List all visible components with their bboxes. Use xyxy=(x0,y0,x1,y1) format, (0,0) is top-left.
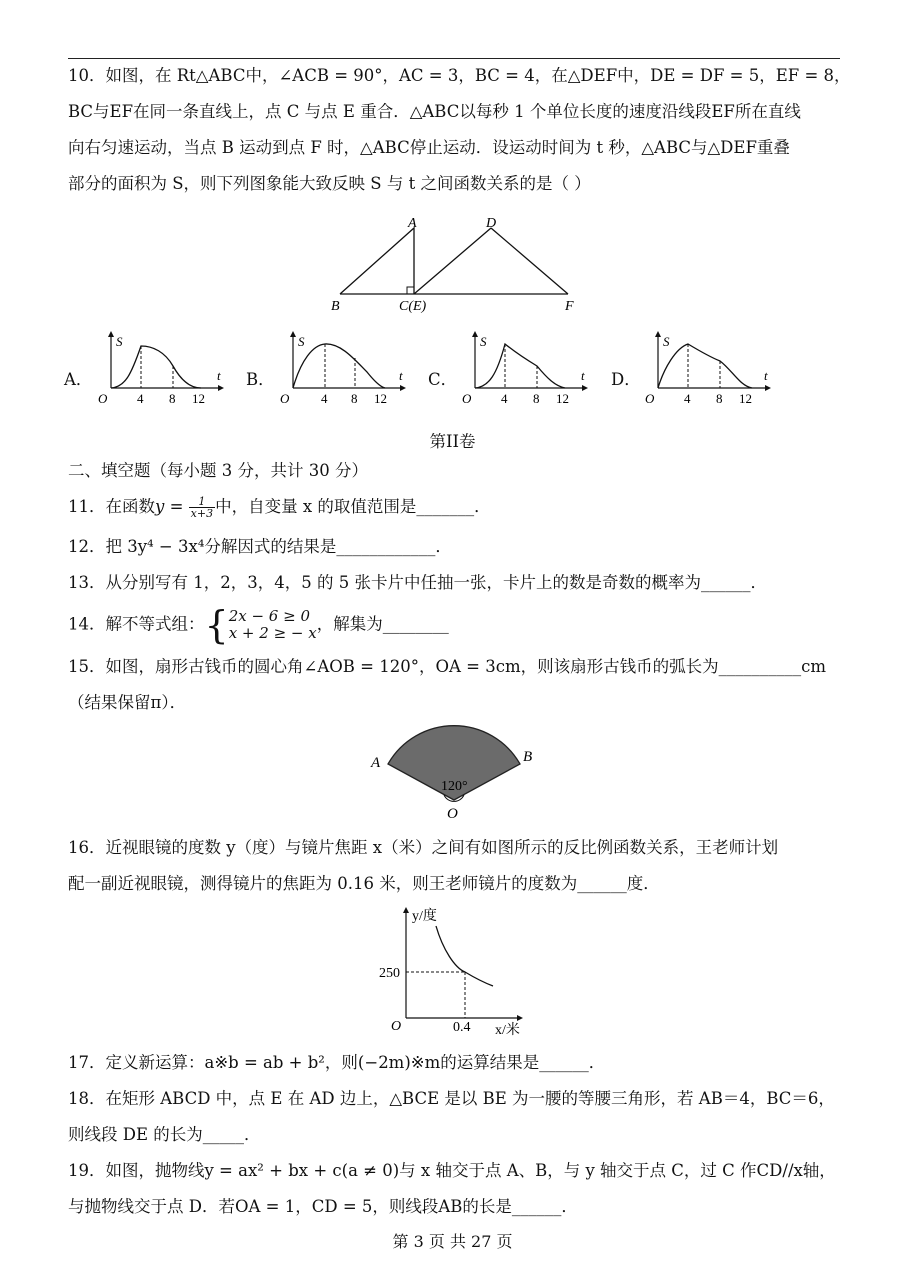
q14 xyxy=(68,603,449,647)
origin: O xyxy=(645,391,655,406)
q14-row-1: 2x − 6 ≥ 0 xyxy=(228,607,310,625)
q11-pre: 11．在函数 xyxy=(68,497,155,516)
q11 xyxy=(68,496,491,519)
graph-y-250: 250 xyxy=(379,966,400,981)
axis-t: t xyxy=(581,368,585,383)
q10-triangle-figure xyxy=(320,215,590,315)
tick-12: 12 xyxy=(192,391,205,406)
q18-line-2: 则线段 DE 的长为_____． xyxy=(68,1125,261,1144)
origin: O xyxy=(462,391,472,406)
origin: O xyxy=(280,391,290,406)
sector-label-a: A xyxy=(371,755,381,771)
tick-4: 4 xyxy=(501,391,508,406)
tick-12: 12 xyxy=(556,391,569,406)
q10-line-1: 10．如图，在 Rt△ABC中，∠ACB = 90°，AC = 3，BC = 4，在△DEF中，DE = DF = 5，EF = 8， xyxy=(68,66,851,85)
q16-line-1: 16．近视眼镜的度数 y（度）与镜片焦距 x（米）之间有如图所示的反比例函数关系，王老师计划 xyxy=(68,838,779,857)
origin: O xyxy=(98,391,108,406)
q19-line-2: 与抛物线交于点 D．若OA = 1，CD = 5，则线段AB的长是______． xyxy=(68,1197,578,1216)
label-d: D xyxy=(486,216,497,231)
q16-line-2: 配一副近视眼镜，测得镜片的焦距为 0.16 米，则王老师镜片的度数为______度． xyxy=(68,874,660,893)
axis-t: t xyxy=(399,368,403,383)
tick-8: 8 xyxy=(533,391,540,406)
q11-fraction xyxy=(189,496,215,519)
graph-origin: O xyxy=(391,1019,402,1034)
axis-s: S xyxy=(480,334,487,349)
q16-graph xyxy=(377,900,537,1040)
graph-ylabel: y/度 xyxy=(412,909,437,924)
q14-row-2: x + 2 ≥ − x xyxy=(228,624,317,642)
tick-4: 4 xyxy=(684,391,691,406)
option-b-graph xyxy=(275,330,410,410)
axis-s: S xyxy=(663,334,670,349)
tick-12: 12 xyxy=(374,391,387,406)
q13: 13．从分别写有 1，2，3，4，5 的 5 张卡片中任抽一张，卡片上的数是奇数的概率为______． xyxy=(68,573,767,592)
q15-line-2: （结果保留π）． xyxy=(68,693,187,712)
option-a-label: A． xyxy=(64,370,93,389)
axis-t: t xyxy=(217,368,221,383)
label-a: A xyxy=(408,216,417,231)
label-b: B xyxy=(331,299,340,314)
axis-t: t xyxy=(764,368,768,383)
q12: 12．把 3y⁴ − 3x⁴分解因式的结果是____________． xyxy=(68,537,452,556)
part2-heading: 二、填空题（每小题 3 分，共计 30 分） xyxy=(68,461,368,480)
q14-pre: 14．解不等式组： xyxy=(68,614,205,634)
tick-8: 8 xyxy=(351,391,358,406)
section-title: 第II卷 xyxy=(429,432,476,451)
option-d-graph xyxy=(640,330,775,410)
q18-line-1: 18．在矩形 ABCD 中，点 E 在 AD 边上，△BCE 是以 BE 为一腰的等腰三角形，若 AB＝4，BC＝6， xyxy=(68,1089,835,1108)
q10-line-3: 向右匀速运动，当点 B 运动到点 F 时，△ABC停止运动．设运动时间为 t 秒，△ABC与△DEF重叠 xyxy=(68,138,790,157)
tick-4: 4 xyxy=(137,391,144,406)
tick-4: 4 xyxy=(321,391,328,406)
graph-x-04: 0.4 xyxy=(453,1020,471,1035)
axis-s: S xyxy=(298,334,305,349)
tick-12: 12 xyxy=(739,391,752,406)
option-c-label: C． xyxy=(428,370,458,389)
tick-8: 8 xyxy=(169,391,176,406)
sector-label-angle: 120° xyxy=(441,779,468,794)
q15-sector-figure xyxy=(365,725,545,820)
q15-line-1: 15．如图，扇形古钱币的圆心角∠AOB = 120°，OA = 3cm，则该扇形古钱币的弧长为__________cm xyxy=(68,657,826,676)
sector-label-b: B xyxy=(523,749,533,765)
option-c-graph xyxy=(457,330,592,410)
tick-8: 8 xyxy=(716,391,723,406)
option-a-graph xyxy=(93,330,228,410)
q14-post: ，解集为________ xyxy=(316,614,449,634)
q10-line-2: BC与EF在同一条直线上，点 C 与点 E 重合．△ABC以每秒 1 个单位长度的速度沿线段EF所在直线 xyxy=(68,102,801,121)
label-ce: C(E) xyxy=(399,299,427,314)
q19-line-1: 19．如图，抛物线y = ax² + bx + c(a ≠ 0)与 x 轴交于点 A、B，与 y 轴交于点 C，过 C 作CD//x轴， xyxy=(68,1161,836,1180)
q11-numerator: 1 xyxy=(189,496,215,508)
q17: 17．定义新运算：a※b = ab + b²，则(−2m)※m的运算结果是______． xyxy=(68,1053,606,1072)
graph-xlabel: x/米 xyxy=(495,1023,520,1038)
q11-y: y = xyxy=(155,497,184,516)
option-d-label: D． xyxy=(611,370,641,389)
sector-label-o: O xyxy=(447,806,458,820)
q10-line-4: 部分的面积为 S，则下列图象能大致反映 S 与 t 之间函数关系的是（ ） xyxy=(68,174,591,193)
q11-denominator: x+3 xyxy=(190,507,214,520)
top-rule xyxy=(68,58,840,59)
q11-post: 中，自变量 x 的取值范围是_______． xyxy=(215,497,491,516)
axis-s: S xyxy=(116,334,123,349)
label-f: F xyxy=(565,299,574,314)
page-footer: 第 3 页 共 27 页 xyxy=(392,1232,513,1251)
q14-system: { 2x − 6 ≥ 0 x + 2 ≥ − x xyxy=(204,603,317,647)
option-b-label: B． xyxy=(246,370,275,389)
